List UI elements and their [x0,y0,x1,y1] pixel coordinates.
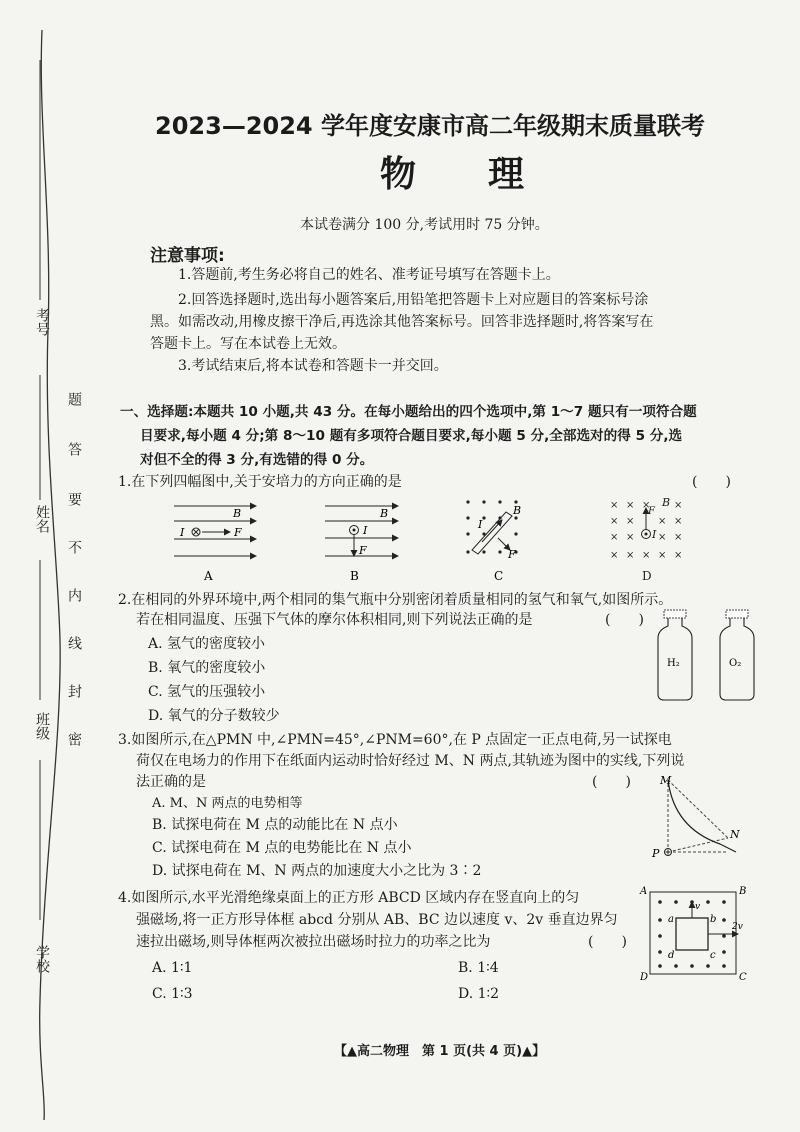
svg-text:×: × [626,500,635,511]
seal-char: 内 [66,588,82,602]
section-instruction: 目要求,每小题 4 分;第 8～10 题有多项符合题目要求,每小题 5 分,全部选对的得 5 分,选 [140,428,683,444]
q3-point-n: N [730,828,740,841]
q3-point-m: M [660,774,672,787]
q1-figure-d [610,496,682,583]
q4-frame-c: c [710,950,716,961]
svg-text:×: × [658,516,667,527]
bottle-h2 [658,610,692,700]
svg-text:×: × [658,532,667,543]
seal-char: 密 [66,732,82,746]
q1-label-c: C [494,569,504,583]
margin-label-banji: 班级 [34,712,50,740]
seal-char: 答 [66,442,82,456]
q1c-f-symbol: F [508,548,516,561]
q1-label-d: D [642,569,652,583]
svg-text:×: × [642,550,651,561]
note-line: 黑。如需改动,用橡皮擦干净后,再选涂其他答案标号。回答非选择题时,将答案写在 [150,314,654,330]
seal-char: 封 [66,684,82,698]
q3-option-d: D. 试探电荷在 M、N 两点的加速度大小之比为 3∶2 [152,863,482,879]
q2-option-c: C. 氢气的压强较小 [148,684,266,700]
q2-figure-bottles [650,608,775,704]
q4-figure-field [638,882,750,982]
seal-char: 要 [66,492,82,506]
q2-answer-paren: ( ) [605,612,644,628]
q4-velocity-2v: 2v [732,922,743,932]
q1a-f-symbol: F [234,526,242,539]
q4-corner-d: D [640,972,649,982]
q1c-i-symbol: I [478,518,483,531]
q3-answer-paren: ( ) [592,774,631,790]
q1-figures [160,494,720,586]
q1a-b-symbol: B [233,507,242,520]
q3-figure-triangle [648,772,748,864]
q1d-b-symbol: B [662,496,671,509]
section-instruction: 一、选择题:本题共 10 小题,共 43 分。在每小题给出的四个选项中,第 1～7 题只有一项符合题 [120,404,697,420]
q4-corner-c: C [739,972,747,982]
q4-frame-d: d [668,950,675,961]
q4-stem: 强磁场,将一正方形导体框 abcd 分别从 AB、BC 边以速度 v、2v 垂直边界匀 [136,912,618,928]
q1-label-b: B [350,569,359,583]
q2-option-a: A. 氢气的密度较小 [148,636,266,652]
q4-velocity-v: v [695,902,701,912]
note-line: 1.答题前,考生务必将自己的姓名、准考证号填写在答题卡上。 [178,267,560,283]
q1d-i-symbol: I [652,528,657,541]
note-line: 2.回答选择题时,选出每小题答案后,用铅笔把答题卡上对应题目的答案标号涂 [178,292,649,308]
q1b-i-symbol: I [363,524,368,537]
svg-text:×: × [642,500,651,511]
subject-title: 物 理 [380,154,525,195]
svg-text:×: × [674,532,683,543]
margin-label-kaohao: 考号 [34,308,50,336]
q4-answer-paren: ( ) [588,934,627,950]
svg-text:×: × [674,516,683,527]
q1-figure-b [325,506,398,583]
q3-option-c: C. 试探电荷在 M 点的电势能比在 N 点小 [152,840,412,856]
q1-figure-c [466,500,521,583]
svg-text:×: × [610,550,619,561]
q2-option-b: B. 氧气的密度较小 [148,660,266,676]
q2-stem: 2.在相同的外界环境中,两个相同的集气瓶中分别密闭着质量相同的氢气和氧气,如图所示。 [118,592,673,608]
q1b-b-symbol: B [380,507,389,520]
q4-option-a: A. 1∶1 [152,960,193,976]
q1-answer-paren: ( ) [692,474,731,490]
svg-text:×: × [610,516,619,527]
q4-stem: 4.如图所示,水平光滑绝缘桌面上的正方形 ABCD 区域内存在竖直向上的匀 [118,890,580,906]
q1-figure-a [174,506,256,583]
svg-text:×: × [674,500,683,511]
q4-corner-b: B [739,886,747,897]
page-footer: 【▲高二物理 第 1 页(共 4 页)▲】 [334,1044,546,1059]
svg-text:×: × [610,532,619,543]
q4-option-d: D. 1∶2 [458,986,500,1002]
q1b-f-symbol: F [359,544,367,557]
q4-corner-a: A [640,886,648,897]
svg-text:×: × [626,532,635,543]
seal-char: 线 [66,636,82,650]
q1-stem: 1.在下列四幅图中,关于安培力的方向正确的是 [118,474,402,490]
q3-option-a: A. M、N 两点的电势相等 [152,796,303,811]
svg-text:×: × [658,550,667,561]
note-line: 3.考试结束后,将本试卷和答题卡一并交回。 [178,358,448,374]
q4-frame-a: a [668,914,674,925]
q1c-b-symbol: B [513,504,522,517]
q4-option-b: B. 1∶4 [458,960,499,976]
notes-heading: 注意事项: [150,246,225,266]
svg-text:×: × [610,500,619,511]
svg-text:×: × [626,550,635,561]
margin-label-xingming: 姓名 [34,505,50,533]
exam-title: 2023—2024 学年度安康市高二年级期末质量联考 [155,112,705,140]
svg-text:×: × [626,516,635,527]
q4-frame-b: b [710,914,717,925]
margin-label-xuexiao: 学校 [34,945,50,973]
note-line: 答题卡上。写在本试卷上无效。 [150,336,346,352]
q3-stem: 荷仅在电场力的作用下在纸面内运动时恰好经过 M、N 两点,其轨迹为图中的实线,下列说 [136,753,685,769]
q3-option-b: B. 试探电荷在 M 点的动能比在 N 点小 [152,817,398,833]
binding-margin-lines [0,0,110,1132]
q1-label-a: A [204,569,213,583]
section-instruction: 对但不全的得 3 分,有选错的得 0 分。 [140,452,374,468]
q4-stem: 速拉出磁场,则导体框两次被拉出磁场时拉力的功率之比为 [136,934,491,950]
q1a-i-symbol: I [180,526,185,539]
svg-text:×: × [674,550,683,561]
q1d-f-symbol: F [648,506,655,517]
bottle-h2-label: H₂ [667,658,680,669]
exam-meta: 本试卷满分 100 分,考试用时 75 分钟。 [300,217,549,233]
q4-option-c: C. 1∶3 [152,986,193,1002]
seal-char: 不 [66,540,82,554]
q3-stem: 3.如图所示,在△PMN 中,∠PMN=45°,∠PNM=60°,在 P 点固定一正点电荷,另一试探电 [118,732,672,748]
q3-point-p: P [652,847,660,860]
bottle-o2-label: O₂ [729,658,742,669]
q2-option-d: D. 氧气的分子数较少 [148,708,280,724]
bottle-o2 [720,610,754,700]
q3-stem: 法正确的是 [136,774,206,790]
seal-char: 题 [66,392,82,406]
q2-stem: 若在相同温度、压强下气体的摩尔体积相同,则下列说法正确的是 [136,612,533,628]
